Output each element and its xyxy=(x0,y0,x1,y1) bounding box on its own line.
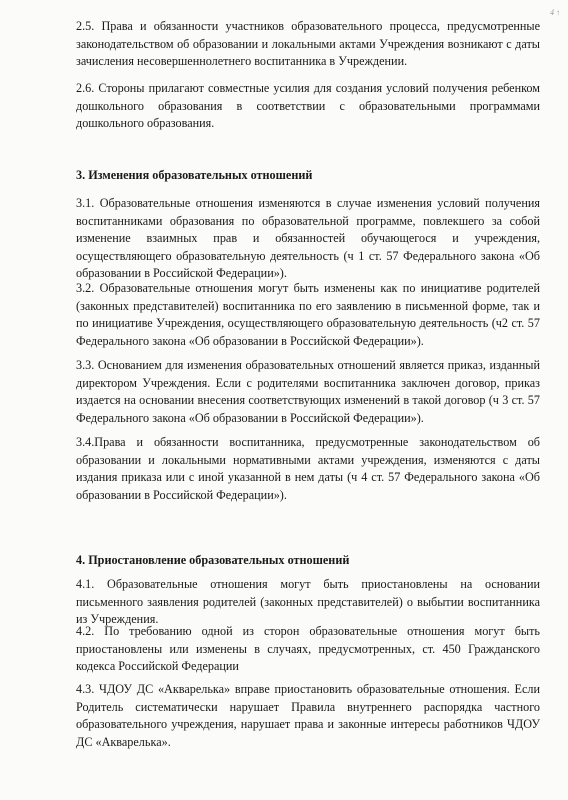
section-4-heading: 4. Приостановление образовательных отношений xyxy=(76,553,350,567)
paragraph-4-2: 4.2. По требованию одной из сторон образовательные отношения могут быть приостановлены или изменены в случаях, предусмотренных, ст. 450 Гражданского кодекса Российской Федерации xyxy=(76,624,540,673)
paragraph-4-3: 4.3. ЧДОУ ДС «Акварелька» вправе приостановить образовательные отношения. Если Родитель систематически нарушает Правила внутреннего распорядка частного образовательного учреждения, нарушает права и законные интересы работников ЧДОУ ДС «Акварелька». xyxy=(76,682,540,749)
paragraph-2-5: 2.5. Права и обязанности участников образовательного процесса, предусмотренные законодательством об образовании и локальными актами Учреждения возникают с даты зачисления несовершеннолетнего воспитанника в Учреждении. xyxy=(76,19,540,68)
paragraph-3-1: 3.1. Образовательные отношения изменяются в случае изменения условий получения воспитанниками образования по образовательной программе, повлекшего за собой изменение взаимных прав и обязанностей обучающегося и учреждения, осуществляющего образовательную деятельность (ч 1 ст. 57 Федерального закона «Об образовании в Российской Федерации»). xyxy=(76,196,540,280)
paragraph-3-4: 3.4.Права и обязанности воспитанника, предусмотренные законодательством об образовании и локальными нормативными актами учреждения, изменяются с даты издания приказа или с иной указанной в нем даты (ч 4 ст. 57 Федерального закона «Об образовании в Российской Федерации»). xyxy=(76,435,540,502)
paragraph-3-3: 3.3. Основанием для изменения образовательных отношений является приказ, изданный директором Учреждения. Если с родителями воспитанника заключен договор, приказ издается на основании внесения соответствующих изменений в такой договор (ч 3 ст. 57 Федерального закона «Об образовании в Российской Федерации»). xyxy=(76,358,540,425)
paragraph-2-6: 2.6. Стороны прилагают совместные усилия для создания условий получения ребенком дошкольного образования в соответствии с образовательными программами дошкольного образования. xyxy=(76,81,540,130)
section-3-heading: 3. Изменения образовательных отношений xyxy=(76,168,313,182)
corner-mark: 4 ↑ xyxy=(550,8,560,17)
paragraph-4-1: 4.1. Образовательные отношения могут быть приостановлены на основании письменного заявления родителей (законных представителей) о выбытии воспитанника из Учреждения. xyxy=(76,577,540,626)
paragraph-3-2: 3.2. Образовательные отношения могут быть изменены как по инициативе родителей (законных представителей) воспитанника по его заявлению в письменной форме, так и по инициативе Учреждения, осуществляющего образовательную деятельность (ч2 ст. 57 Федерального закона «Об образовании в Российской Федерации»). xyxy=(76,281,540,348)
